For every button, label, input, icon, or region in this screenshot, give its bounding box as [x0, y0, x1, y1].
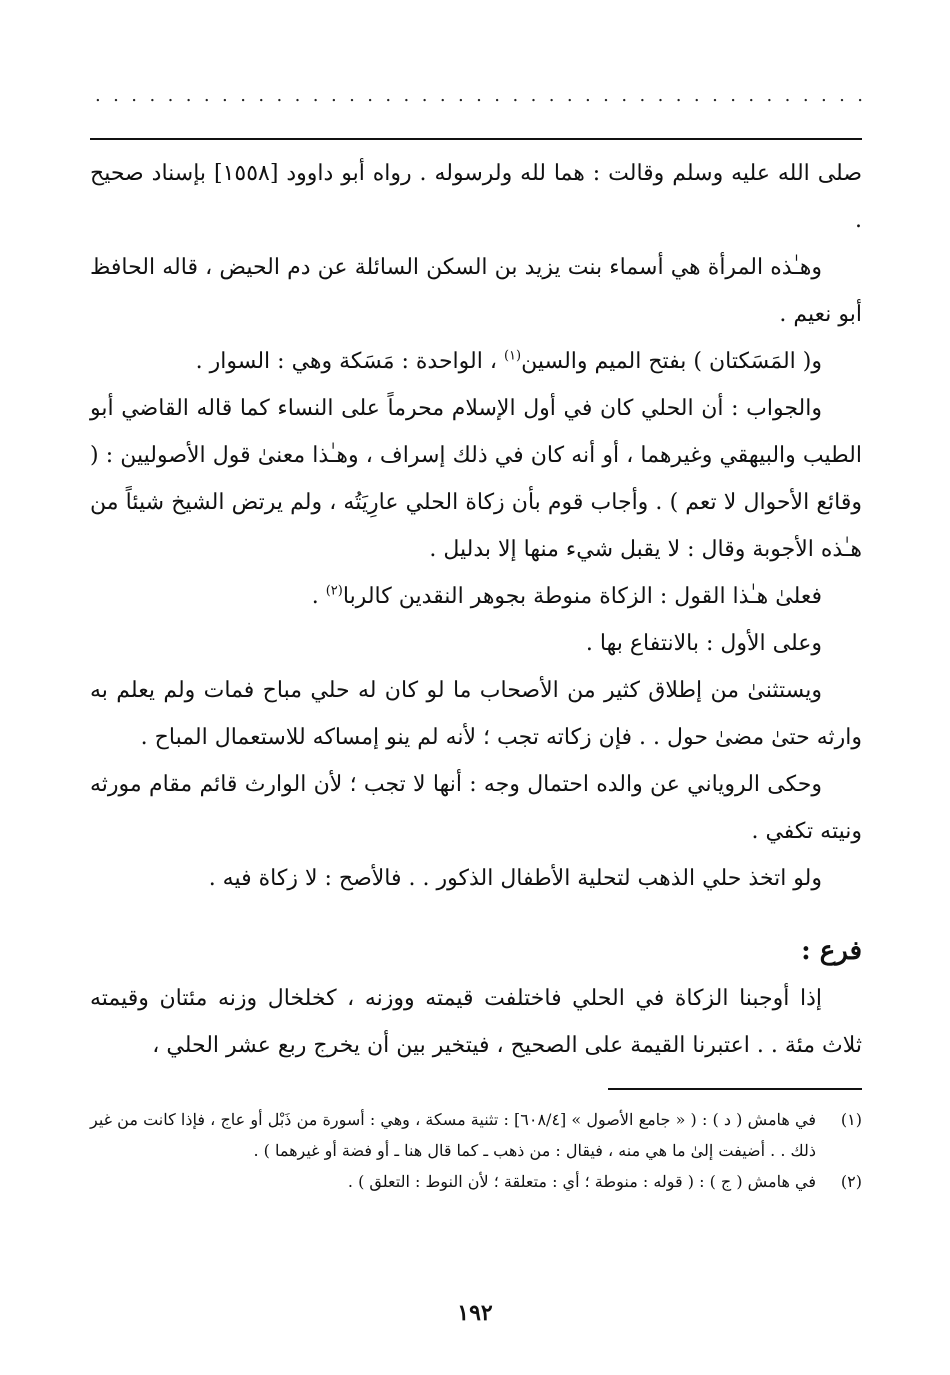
paragraph-3-text-a: و( المَسَكتان ) بفتح الميم والسين: [521, 349, 822, 374]
paragraph-9: ولو اتخذ حلي الذهب لتحلية الأطفال الذكور . . فالأصح : لا زكاة فيه .: [208, 866, 822, 891]
footnote-ref-2[interactable]: (٢): [325, 583, 343, 599]
paragraph-6: وعلى الأول : بالانتفاع بها .: [585, 631, 822, 656]
paragraph-3-text-b: ، الواحدة : مَسَكة وهي : السوار .: [195, 349, 504, 374]
paragraph-10: إذا أوجبنا الزكاة في الحلي فاختلفت قيمته ووزنه ، كخلخال وزنه مئتان وقيمته ثلاث مئة . . اعتبرنا القيمة على الصحيح ، فيتخير بين أن يخرج ربع عشر الحلي ،: [90, 986, 862, 1058]
footnote-1: [90, 1104, 862, 1166]
paragraph-7: ويستثنىٰ من إطلاق كثير من الأصحاب ما لو كان له حلي مباح فمات ولم يعلم به وارثه حتىٰ مضىٰ حول . . فإن زكاته تجب ؛ لأنه لم ينو إمساكه للاستعمال المباح .: [90, 678, 862, 750]
footnotes: [90, 1104, 862, 1197]
section-heading: فرع :: [801, 936, 862, 966]
paragraph-5-text-b: .: [311, 584, 326, 609]
header-rule: [90, 138, 862, 140]
paragraph-8: وحكى الروياني عن والده احتمال وجه : أنها لا تجب ؛ لأن الوارث قائم مقام مورثه ونيته تكفي .: [90, 772, 862, 844]
header-dotted-line: . . . . . . . . . . . . . . . . . . . . . . . . . . . . . . . . . . . . . . . . . . .: [95, 88, 865, 104]
paragraph-1: صلى الله عليه وسلم وقالت : هما لله ولرسوله . رواه أبو داوود [١٥٥٨] بإسناد صحيح .: [90, 161, 862, 233]
footnote-number: (١): [840, 1110, 862, 1129]
footnote-text: في هامش ( د ) : ( « جامع الأصول » [٦٠٨/٤] : تثنية مسكة ، وهي : أسورة من ذَبْل أو عاج ، فإذا كانت من غير ذلك . . أضيفت إلىٰ ما هي منه ، فيقال : من ذهب ـ كما قال هنا ـ أو فضة أو غيرهما ) .: [90, 1110, 816, 1160]
page-number: ١٩٢: [457, 1300, 493, 1326]
footnote-number: (٢): [840, 1172, 862, 1191]
paragraph-3: [90, 338, 862, 385]
paragraph-5-text-a: فعلىٰ هـٰذا القول : الزكاة منوطة بجوهر النقدين كالربا: [342, 584, 822, 609]
main-text: [90, 150, 862, 1069]
footnote-rule: [608, 1088, 862, 1090]
paragraph-5: [90, 573, 862, 620]
paragraph-4: والجواب : أن الحلي كان في أول الإسلام محرماً على النساء كما قاله القاضي أبو الطيب والبيهقي وغيرهما ، أو أنه كان في ذلك إسراف ، وهـٰذا معنىٰ قول الأصوليين : ( وقائع الأحوال لا تعم ) . وأجاب قوم بأن زكاة الحلي عارِيَتُه ، ولم يرتض الشيخ شيئاً من هـٰذه الأجوبة وقال : لا يقبل شيء منها إلا بدليل .: [90, 396, 862, 562]
footnote-ref-1[interactable]: (١): [503, 348, 522, 364]
footnote-2: [90, 1166, 862, 1197]
paragraph-2: وهـٰذه المرأة هي أسماء بنت يزيد بن السكن السائلة عن دم الحيض ، قاله الحافظ أبو نعيم .: [90, 255, 862, 327]
footnote-text: في هامش ( ج ) : ( قوله : منوطة ؛ أي : متعلقة ؛ لأن النوط : التعلق ) .: [347, 1172, 816, 1191]
